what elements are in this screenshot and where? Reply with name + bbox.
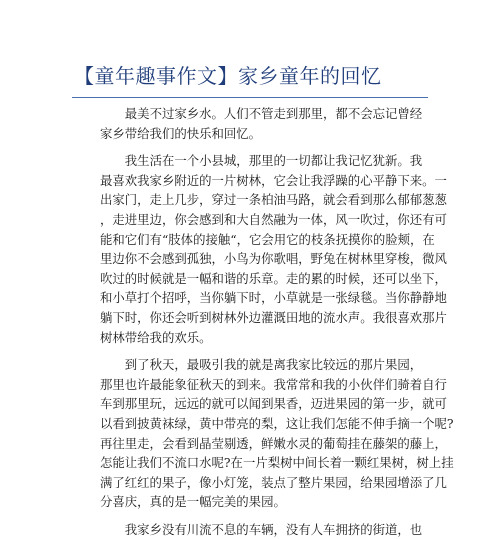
text-line: 分喜庆，真的是一幅完美的果园。 — [100, 494, 286, 510]
text-line: 吹过的时候就是一幅和谐的乐章。走的累的时候，还可以坐下， — [100, 270, 447, 286]
text-line: 最美不过家乡水。人们不管走到那里，都不会忘记曾经 — [124, 106, 423, 121]
text-line: 怎能让我们不流口水呢?在一片梨树中间长着一颗红果树，树上挂 — [100, 455, 454, 471]
page-title: 【童年趣事作文】家乡童年的回忆 — [74, 64, 382, 88]
text-line: ，走进里边，你会感到和大自然融为一体，风一吹过，你还有可 — [100, 211, 447, 227]
text-line: 躺下时，你还会听到树林外边灌溉田地的流水声。我很喜欢那片 — [100, 309, 447, 325]
paragraph-1 — [100, 104, 423, 143]
text-line: 车到那里玩，远远的就可以闻到果香，迈进果园的第一步，就可 — [100, 396, 447, 412]
text-line: 能和它们有“肢体的接触“，它会用它的枝条抚摸你的脸颊，在 — [100, 231, 435, 247]
text-line: 家乡带给我们的快乐和回忆。 — [100, 125, 262, 141]
text-line: 以看到披黄袜绿，黄中带亮的梨，这让我们怎能不伸手摘一个呢? — [100, 415, 454, 431]
text-line: 到了秋天，最吸引我的就是离我家比较远的那片果园， — [124, 357, 423, 373]
text-line: 满了红红的果子，像小灯笼，装点了整片果园，给果园增添了几 — [100, 474, 447, 490]
text-line: 我生活在一个小县城，那里的一切都让我记忆犹新。我 — [124, 153, 423, 169]
text-line: 再往里走，会看到晶莹剔透，鲜嫩水灵的葡萄挂在藤架的藤上， — [100, 435, 447, 451]
paragraph-3 — [100, 355, 454, 512]
text-line: 里边你不会感到孤独，小鸟为你歌唱，野兔在树林里穿梭，微风 — [100, 251, 447, 267]
article-body — [100, 104, 454, 539]
text-line: 出家门，走上几步，穿过一条柏油马路，就会看到那么郁郁葱葱 — [100, 192, 447, 208]
text-line: 树林带给我的欢乐。 — [100, 329, 212, 345]
text-line: 和小草打个招呼，当你躺下时，小草就是一张绿毯。当你静静地 — [100, 290, 447, 306]
text-line: 我家乡没有川流不息的车辆，没有人车拥挤的街道，也 — [124, 521, 423, 537]
text-line: 最喜欢我家乡附近的一片树林，它会让我浮躁的心平静下来。一 — [100, 172, 447, 188]
paragraph-4 — [100, 520, 423, 539]
title-underline — [72, 97, 428, 98]
paragraph-2 — [100, 151, 447, 347]
text-line: 那里也许最能象征秋天的到来。我常常和我的小伙伴们骑着自行 — [100, 376, 447, 392]
